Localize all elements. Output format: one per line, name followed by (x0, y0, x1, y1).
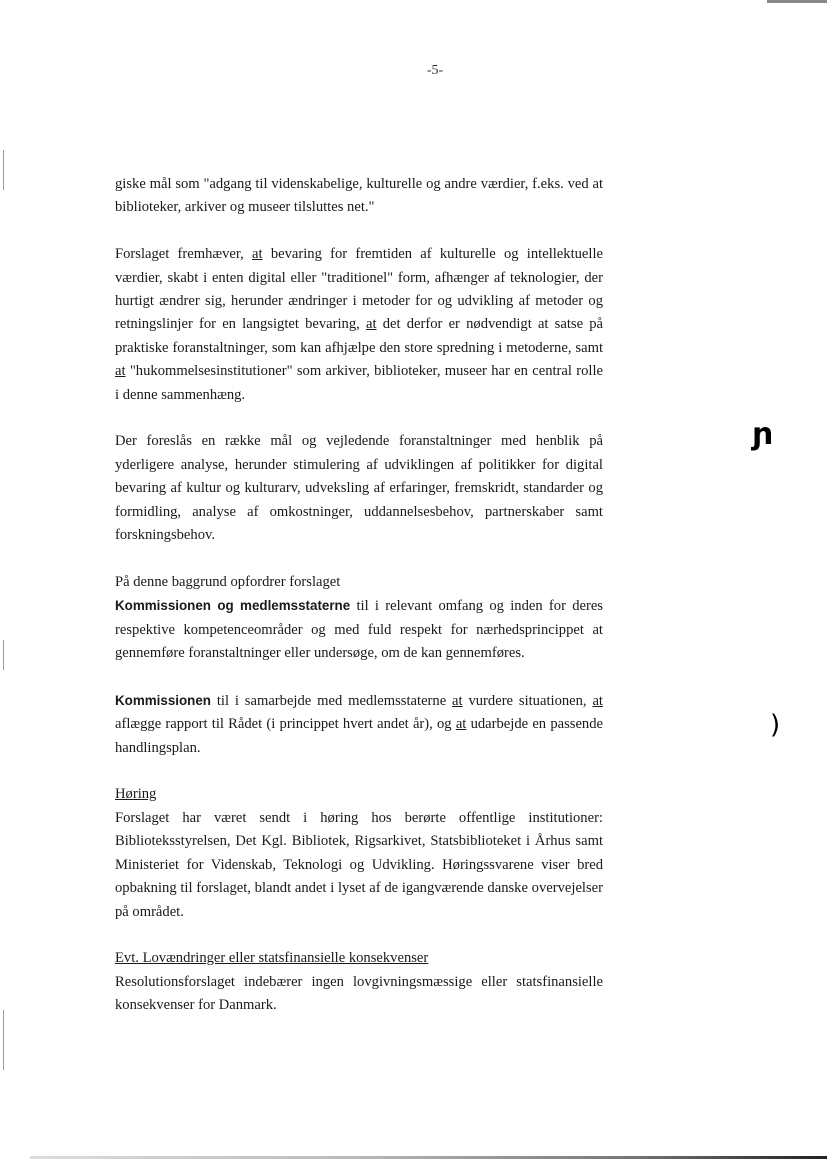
paragraph-call-states: Kommissionen og medlemsstaterne til i relevant omfang og inden for deres respektive kompetenceområder og med fuld respekt for nærhedsprincippet at gennemføre foranstaltninger eller undersøge, om de kan gennemføres. (115, 598, 603, 662)
scan-edge-left (3, 640, 4, 670)
paragraph-call-intro: På denne baggrund opfordrer forslaget (115, 573, 341, 590)
paragraph-call-commission: Kommissionen til i samarbejde med medlemsstaterne at vurdere situationen, at aflægge rapport til Rådet (i princippet hvert andet år), og at udarbejde en passende handlingsplan. (115, 692, 603, 756)
consequences-heading: Evt. Lovændringer eller statsfinansielle konsekvenser (115, 950, 429, 967)
document-body (115, 173, 603, 1018)
paragraph-intro: giske mål som "adgang til videnskabelige, kulturelle og andre værdier, f.eks. ved at biblioteker, arkiver og museer tilsluttes net." (115, 176, 603, 216)
consequences-text: Resolutionsforslaget indebærer ingen lovgivningsmæssige eller statsfinansielle konsekvenser for Danmark. (115, 973, 603, 1014)
hearing-text: Forslaget har været sendt i høring hos berørte offentlige institutioner: Biblioteksstyrelsen, Det Kgl. Bibliotek, Rigsarkivet, Statsbiblioteket i Århus samt Ministeriet for Videnskab, Teknologi og Udvikling. Høringssvarene viser bred opbakning til forslaget, blandt andet i lyset af de igangværende danske overvejelser på området. (115, 809, 603, 920)
hearing-heading: Høring (115, 786, 157, 803)
scan-edge-left (3, 150, 4, 190)
scan-edge-top (767, 0, 827, 3)
scan-edge-bottom (30, 1156, 827, 1159)
paragraph-preservation: Forslaget fremhæver, at bevaring for fremtiden af kulturelle og intellektuelle værdier, skabt i enten digital eller "traditionel" form, afhænger af teknologier, der hurtigt ændrer sig, herunder ændringer i metoder for og udvikling af metoder og retningslinjer for en langsigtet bevaring, at det derfor er nødvendigt at satse på praktiske foranstaltninger, som kan afhjælpe den store spredning i metoderne, samt at "hukommelsesinstitutioner" som arkiver, biblioteker, museer har en central rolle i denne sammenhæng. (115, 246, 604, 403)
margin-mark: ɲ (752, 417, 774, 452)
paragraph-goals: Der foreslås en række mål og vejledende foranstaltninger med henblik på yderligere analyse, herunder stimulering af udviklingen af politikker for digital bevaring af kultur og kulturarv, udveksling af erfaringer, fremskridt, standarder og formidling, analyse af omkostninger, uddannelsesbehov, partnerskaber samt forskningsbehov. (115, 433, 603, 544)
margin-mark: ) (770, 710, 781, 740)
page-number: -5- (426, 63, 444, 78)
scan-edge-left (3, 1010, 4, 1070)
